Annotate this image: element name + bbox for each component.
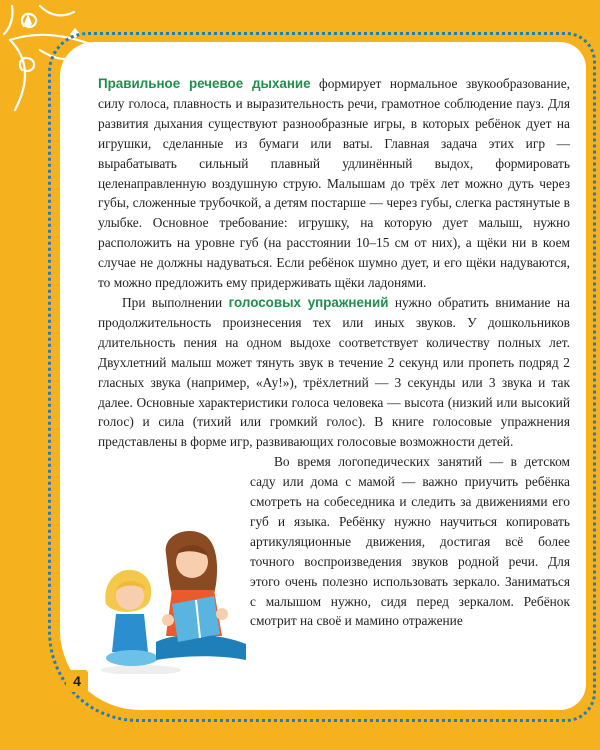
mother-reading-with-child-illustration bbox=[96, 524, 256, 674]
paragraph-1: Правильное речевое дыхание формирует нормальное звукообразование, силу голоса, плавность и выразительность речи, грамотное соблюдение пауз. Для развития дыхания существуют разнообразные игры, в которых ребёнок дует на игрушки, сделанные из бумаги или ваты. Главная задача этих игр — вырабатывать сильный плавный удлинённый выдох, формировать целенаправленную воздушную струю. Малышам до трёх лет можно дуть через губы, сложенные трубочкой, а детям постарше — через губы, слегка растянутые в улыбке. Основное требование: игрушку, на которую дует малыш, нужно расположить на уровне губ (на расстоянии 10–15 см от них), а щёки ни в коем случае не должны надуваться. Если ребёнок шумно дует, и его щёки надуваются, то можно предложить ему придерживать щёки ладонями. bbox=[98, 76, 570, 291]
term-speech-breathing: Правильное речевое дыхание bbox=[98, 76, 311, 91]
paragraph-2: При выполнении голосовых упражнений нужно обратить внимание на продолжительность произнесения тех или иных звуков. У дошкольников длительность пения на одном выдохе соответствует количеству полных лет. Двухлетний малыш может тянуть звук в течение 2 секунд или пропеть подряд 2 гласных звука (например, «Ау!»), трёхлетний — 3 секунды или 3 звука и так далее. Основные характеристики голоса человека — высота (низкий или высокий голос) и сила (тихий или громкий голос). В книге голосовые упражнения представлены в форме игр, развивающих голосовые возможности детей. bbox=[98, 294, 570, 450]
page-number: 4 bbox=[66, 670, 88, 692]
term-voice-exercises: голосовых упражнений bbox=[228, 294, 389, 310]
paragraph-3: Во время логопедических занятий — в детском саду или дома с мамой — важно приучить ребёнка смотреть на собеседника и следить за движениями его губ и языка. Ребёнку нужно научиться копировать артикуляционные движения, достигая всё более точного воспроизведения звуков родной речи. Для этого очень полезно использовать зеркало. Заниматься с малышом нужно, сидя перед зеркалом. Ребёнок смотрит на своё и мамино отражение bbox=[98, 452, 570, 631]
